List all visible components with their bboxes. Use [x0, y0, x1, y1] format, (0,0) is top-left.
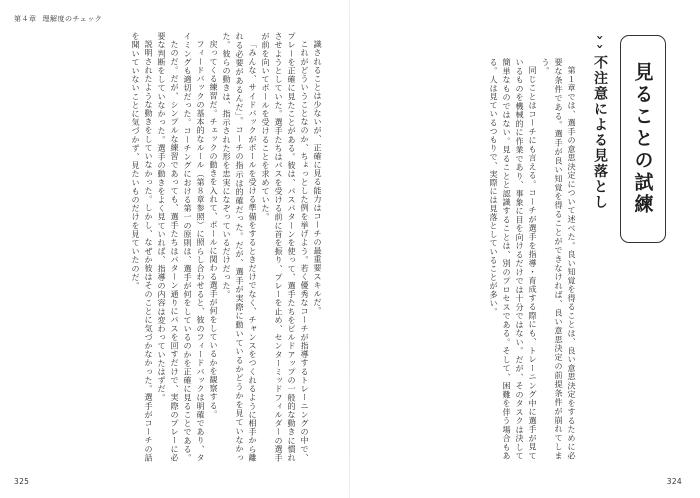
section-title-box: [620, 35, 666, 243]
paragraph: 説明されたような動きをしていなかった。しかし、なぜか彼はそのことに気づかなかった。選手がコーチの話を聞いていないことに気づかず、見たいものだけを見ていたのだ。: [131, 32, 154, 462]
right-page-body: [368, 58, 578, 460]
page-number-right: 324: [666, 477, 682, 486]
page-number-left: 325: [14, 477, 30, 486]
chapter-title: 理解度のチェック: [42, 15, 103, 23]
paragraph: これがどういうことなのか、ちょっとした例を挙げよう。若く優秀なコーチが指導するトレーニングの中で、プレーを正確に見たことがある。彼は、パスパターンを使って、選手たちをビルドアップの一般的な動きに慣れさせようとしていた。選手たちはパスを受ける前に首を振り、プレーを止め、センターミッドフィルダーの選手が前を向いてボールを受けることを求めていた。: [261, 32, 310, 462]
subtitle-text: 不注意による見落とし: [592, 55, 608, 210]
paragraph: たのだ。だが、シンプルな練習であっても、選手たちはパターン通りにパスを回すだけで、実際のプレーに必要な判断をしていなかった。選手の動きをよく見ていれば、指導の内容は変わっていたはずだ。: [157, 32, 180, 462]
page-gutter: [349, 0, 350, 498]
paragraph: 識されることは少ないが、正確に見る能力はコーチの最重要スキルだ。: [313, 40, 323, 316]
paragraph: 同じことはコーチにも言える。コーチが選手を指導・育成する際にも、トレーニング中に選手が見ているものを機械的に作業であり、事象に目を向けるだけでは十分ではない。だが、そのタスクは決して簡単なものではない。見ることと認識することは、別のプロセスである。そして、困難を伴う場合もある。人は見ているつもりで、実際には見落としていることが多い。: [489, 58, 538, 460]
paragraph: 戻ってくる練習だ。チェックの動きを入れて、ボールに関わる選手が何をしているかを観察する。: [209, 40, 219, 419]
left-page-body: [28, 32, 324, 462]
paragraph: 第１章では、選手の意思決定について述べた。良い知覚を得ることは、良い意思決定をするために必要な条件である。選手が良い知覚を得ることができなければ、良い意思決定の前提条件が崩れてしまう。: [541, 58, 577, 460]
paragraph: フィードバックの基本的なルール（第８章参照）に照らし合わせると、彼のフィードバックは明確であり、タイミングも適切だった。コーチングにおける第一の原則は、選手が何をしているのかを正確に見ることである。: [183, 32, 206, 462]
chapter-header: [14, 14, 102, 24]
section-subtitle: [586, 33, 614, 253]
section-title: 見ることの試練: [631, 62, 654, 216]
double-chevron-icon: › ›: [592, 35, 607, 49]
paragraph: 「みんな、サイドバックがボールを受ける準備をするときだけでなく、チャンスをつくれるように相手から離れる必要があるんだ」。コーチの指示は的確だった。だが、選手が実際に動いているかどうかを見ていなかった。彼らの動きは、指示された形を忠実になぞっているだけだった。: [222, 32, 258, 462]
chapter-number: 第４章: [14, 15, 37, 23]
